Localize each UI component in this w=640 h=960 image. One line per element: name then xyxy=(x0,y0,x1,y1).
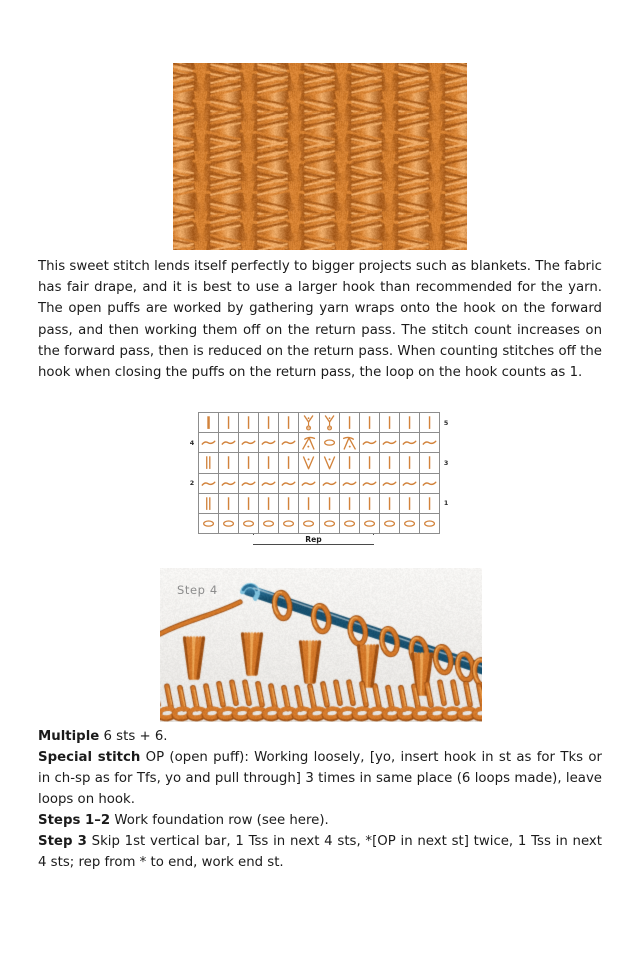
chart-cell-wave xyxy=(299,473,319,493)
multiple-line xyxy=(38,726,602,747)
chart-cell-wave xyxy=(239,473,259,493)
chart-cell-wave xyxy=(420,433,440,453)
chart-row-number-left: 4 xyxy=(189,438,195,447)
chart-cell-chain-oval xyxy=(299,514,319,534)
chart-cell-vbar xyxy=(219,413,239,433)
chart-cell-vbar xyxy=(219,493,239,513)
special-stitch-label: Special stitch xyxy=(38,750,141,765)
chart-row xyxy=(186,473,452,493)
chart-row-number-left xyxy=(186,413,199,433)
chart-cell-chain-oval xyxy=(259,514,279,534)
chart-row-number-right xyxy=(440,514,453,534)
chart-cell-wave xyxy=(199,433,219,453)
chart-cell-wave xyxy=(319,473,339,493)
chart-cell-wave xyxy=(379,433,399,453)
chart-cell-vbar-double xyxy=(199,493,219,513)
chart-cell-wave xyxy=(399,433,419,453)
chart-row-number-left: 2 xyxy=(189,479,195,488)
steps-1-2-label: Steps 1–2 xyxy=(38,813,111,828)
chart-cell-chain-oval xyxy=(199,514,219,534)
chart-cell-vbar xyxy=(379,453,399,473)
chart-cell-wave xyxy=(359,473,379,493)
chart-cell-vbar xyxy=(359,413,379,433)
chart-cell-vbar xyxy=(279,453,299,473)
chart-cell-vbar xyxy=(259,493,279,513)
chart-row-number-left xyxy=(186,493,199,513)
chart-row xyxy=(186,433,452,453)
chart-cell-vbar xyxy=(259,413,279,433)
chart-row xyxy=(186,514,452,534)
step-3-text: Skip 1st vertical bar, 1 Tss in next 4 sts, *[OP in next st] twice, 1 Tss in next 4 sts; rep from * to end, work end st. xyxy=(38,834,602,870)
chart-cell-vbar xyxy=(420,493,440,513)
chart-cell-chain-oval xyxy=(219,514,239,534)
chart-cell-wave xyxy=(259,473,279,493)
special-stitch-line xyxy=(38,747,602,810)
chart-row-number-right: 5 xyxy=(443,418,449,427)
chart-cell-wave xyxy=(279,473,299,493)
chart-cell-chain-oval xyxy=(319,514,339,534)
chart-row-number-right: 1 xyxy=(443,499,449,508)
steps-1-2-line xyxy=(38,810,602,831)
chart-cell-chain-oval xyxy=(359,514,379,534)
stitch-chart xyxy=(186,412,454,544)
chart-cell-wave xyxy=(420,473,440,493)
chart-cell-chain-oval xyxy=(339,514,359,534)
steps-1-2-text: Work foundation row (see here). xyxy=(110,813,329,828)
step-photo-label: Step 4 xyxy=(177,583,218,597)
chart-cell-chain-oval xyxy=(279,514,299,534)
multiple-text: 6 sts + 6. xyxy=(99,729,168,744)
chart-cell-vbar xyxy=(259,453,279,473)
chart-cell-vbar-double xyxy=(199,453,219,473)
chart-cell-chain-oval xyxy=(379,514,399,534)
chart-cell-wave xyxy=(219,473,239,493)
chart-cell-vbar xyxy=(299,493,319,513)
chart-row-number-right xyxy=(440,433,453,453)
chart-row-number-right: 3 xyxy=(443,458,449,467)
chart-row xyxy=(186,453,452,473)
instructions-block xyxy=(38,726,602,873)
chart-cell-vbar xyxy=(319,493,339,513)
chart-row-number-left xyxy=(186,514,199,534)
chart-cell-vbar xyxy=(399,413,419,433)
chart-row-number-right xyxy=(440,473,453,493)
chart-cell-wave xyxy=(259,433,279,453)
rep-label: Rep xyxy=(253,535,374,544)
chart-cell-wave xyxy=(279,433,299,453)
intro-paragraph: This sweet stitch lends itself perfectly to bigger projects such as blankets. The fabric has fair drape, and it is best to use a larger hook than recommended for the yarn. The open puffs are worked by gathering yarn wraps onto the hook on the forward pass, and then working them off on the return pass. The stitch count increases on the forward pass, then is reduced on the return pass. When counting stitches off the hook when closing the puffs on the return pass, the loop on the hook counts as 1. xyxy=(38,259,602,381)
chart-cell-wave xyxy=(399,473,419,493)
chart-cell-open-puff-close xyxy=(319,413,339,433)
chart-cell-vbar xyxy=(420,413,440,433)
chart-cell-wave xyxy=(239,433,259,453)
chart-cell-vbar-thick xyxy=(199,413,219,433)
step-3-label: Step 3 xyxy=(38,834,87,849)
step-3-line xyxy=(38,831,602,873)
chart-cell-vbar xyxy=(359,453,379,473)
chart-cell-vbar xyxy=(239,493,259,513)
chart-row xyxy=(186,413,452,433)
chart-cell-vbar xyxy=(379,493,399,513)
chart-cell-puff-close-left xyxy=(299,433,319,453)
chart-cell-chain-oval xyxy=(399,514,419,534)
crochet-swatch-photo xyxy=(173,63,467,250)
chart-cell-chain-oval xyxy=(420,514,440,534)
chart-row xyxy=(186,493,452,513)
chart-cell-wave xyxy=(199,473,219,493)
chart-cell-open-puff xyxy=(319,453,339,473)
chart-cell-open-puff xyxy=(299,453,319,473)
special-stitch-text: OP (open puff): Working loosely, [yo, insert hook in st as for Tks or in ch-sp as for Tfs, yo and pull through] 3 times in same place (6 loops made), leave loops on hook. xyxy=(38,750,602,807)
chart-cell-vbar xyxy=(379,413,399,433)
chart-cell-wave xyxy=(339,473,359,493)
chart-cell-vbar xyxy=(339,413,359,433)
chart-cell-chain-oval xyxy=(319,433,339,453)
chart-cell-vbar xyxy=(339,493,359,513)
chart-cell-puff-close-right xyxy=(339,433,359,453)
chart-cell-vbar xyxy=(420,453,440,473)
chart-cell-vbar xyxy=(339,453,359,473)
chart-row-number-left xyxy=(186,453,199,473)
chart-cell-vbar xyxy=(279,413,299,433)
chart-cell-vbar xyxy=(359,493,379,513)
chart-cell-vbar xyxy=(399,453,419,473)
chart-cell-wave xyxy=(379,473,399,493)
chart-cell-vbar xyxy=(239,413,259,433)
chart-cell-wave xyxy=(219,433,239,453)
multiple-label: Multiple xyxy=(38,729,100,744)
chart-cell-vbar xyxy=(239,453,259,473)
chart-cell-vbar xyxy=(219,453,239,473)
chart-cell-open-puff-close xyxy=(299,413,319,433)
chart-cell-vbar xyxy=(279,493,299,513)
chart-cell-vbar xyxy=(399,493,419,513)
chart-cell-chain-oval xyxy=(239,514,259,534)
chart-cell-wave xyxy=(359,433,379,453)
stitch-chart-grid xyxy=(186,412,452,534)
